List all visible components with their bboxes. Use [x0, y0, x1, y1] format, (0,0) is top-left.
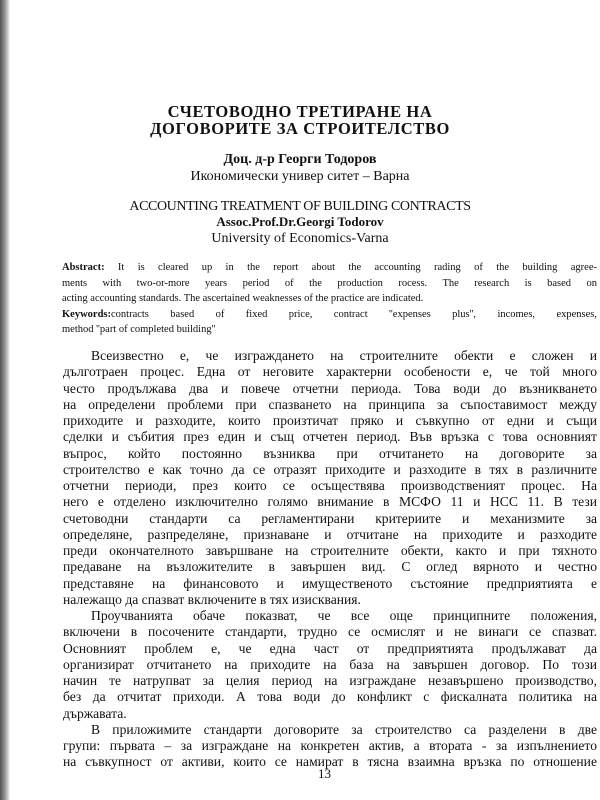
- body-line: сделки и събития през един и същ отчетен период. Във връзка с това основният: [63, 429, 597, 445]
- body-line: приходите и разходите, които произтичат пряко и съвкупно от едни и същи: [63, 413, 597, 428]
- body-line: Основният проблем е, че една част от предприятията продължават да: [63, 640, 597, 656]
- body-line: въпрос, който постоянно възниква при отчитането на договорите за: [63, 445, 597, 461]
- keywords-text: contracts based of fixed price, contract ''expenses plus'', incomes, expenses,: [111, 308, 597, 320]
- body-line: належащо да спазват включените в тях изисквания.: [63, 591, 361, 607]
- affiliation-en: University of Economics-Varna: [211, 231, 389, 246]
- body-line: групи: първата – за изграждане на конкретен актив, а втората - за изпълнението: [63, 738, 597, 753]
- page-number: 13: [318, 766, 331, 781]
- body-line: на съвкупност от активи, които се намират в тясна взаимна връзка по отношение: [63, 754, 597, 770]
- body-line: често продължава два и повече отчетни периода. Това води до възникването: [63, 380, 597, 396]
- body-line: организират отчитането на приходите на база на завършен договор. По този: [63, 656, 597, 672]
- paper-title-bg: [0, 103, 600, 137]
- body-line: дълготраен процес. Една от неговите характерни особености е, че той много: [63, 364, 597, 380]
- author-bg: Доц. д-р Георги Тодоров: [223, 152, 377, 167]
- body-line: В приложимите стандарти договорите за строителство са разделени в две: [91, 721, 597, 737]
- abstract-line: ments with two-or-more years period of the production rocess. The research is based on: [62, 277, 597, 289]
- body-line: представяне на финансовото и имущественото състояние предприятията е: [63, 575, 597, 591]
- abstract-line: acting accounting standards. The ascertained weaknesses of the practice are indicated.: [62, 293, 424, 304]
- abstract-text: It is cleared up in the report about the accounting rading of the building agree-: [104, 262, 597, 273]
- body-line: него е отделено изключително голямо внимание в МСФО 11 и НСС 11. В тези: [63, 494, 597, 510]
- keywords-line: [62, 307, 597, 323]
- affiliation-bg: Икономически универ ситет – Варна: [190, 169, 410, 184]
- paper-title-en: ACCOUNTING TREATMENT OF BUILDING CONTRACTS: [129, 199, 471, 214]
- body-line: начин те натрупват за целия период на изграждане незавършено производство,: [63, 673, 597, 688]
- title-line: СЧЕТОВОДНО ТРЕТИРАНЕ НА: [167, 102, 433, 121]
- body-line: без да отчитат приходи. А това води до конфликт с фискалната политика на: [63, 689, 597, 705]
- body-line: държавата.: [63, 705, 127, 721]
- author-en: Assoc.Prof.Dr.Georgi Todorov: [216, 214, 384, 229]
- abstract-label: Abstract:: [62, 262, 105, 273]
- body-line: Проучванията обаче показват, че все още принципните положения,: [91, 608, 597, 623]
- keywords-line: method ''part of completed building'': [62, 324, 216, 335]
- keywords-label: Keywords:: [62, 308, 111, 320]
- body-line: Всеизвестно е, че изграждането на строителните обекти е сложен и: [91, 348, 597, 363]
- body-line: определяне, разпределяне, признаване и отчитане на приходите и разходите: [63, 526, 597, 542]
- body-text: [63, 348, 597, 771]
- body-line: на определени проблеми при спазването на принципа за съпоставимост между: [63, 396, 597, 412]
- abstract-line: [62, 260, 597, 276]
- abstract-block: [62, 260, 597, 338]
- title-line: ДОГОВОРИТЕ ЗА СТРОИТЕЛСТВО: [150, 119, 450, 138]
- body-line: включени в посочените стандарти, трудно се осмислят и не винаги се спазват.: [63, 624, 597, 640]
- body-line: счетоводни стандарти са регламентирани критериите и механизмите за: [63, 510, 597, 526]
- body-line: преди окончателното завършване на строителните обекти, както и при тяхното: [63, 543, 597, 558]
- body-line: отчетни периоди, през които се осъществява производственият процес. На: [63, 478, 597, 493]
- body-line: строителство е как точно да се отразят приходите и разходите в тях в различните: [63, 461, 597, 477]
- body-line: предаване на възложителите в завършен вид. С оглед вярното и честно: [63, 559, 597, 575]
